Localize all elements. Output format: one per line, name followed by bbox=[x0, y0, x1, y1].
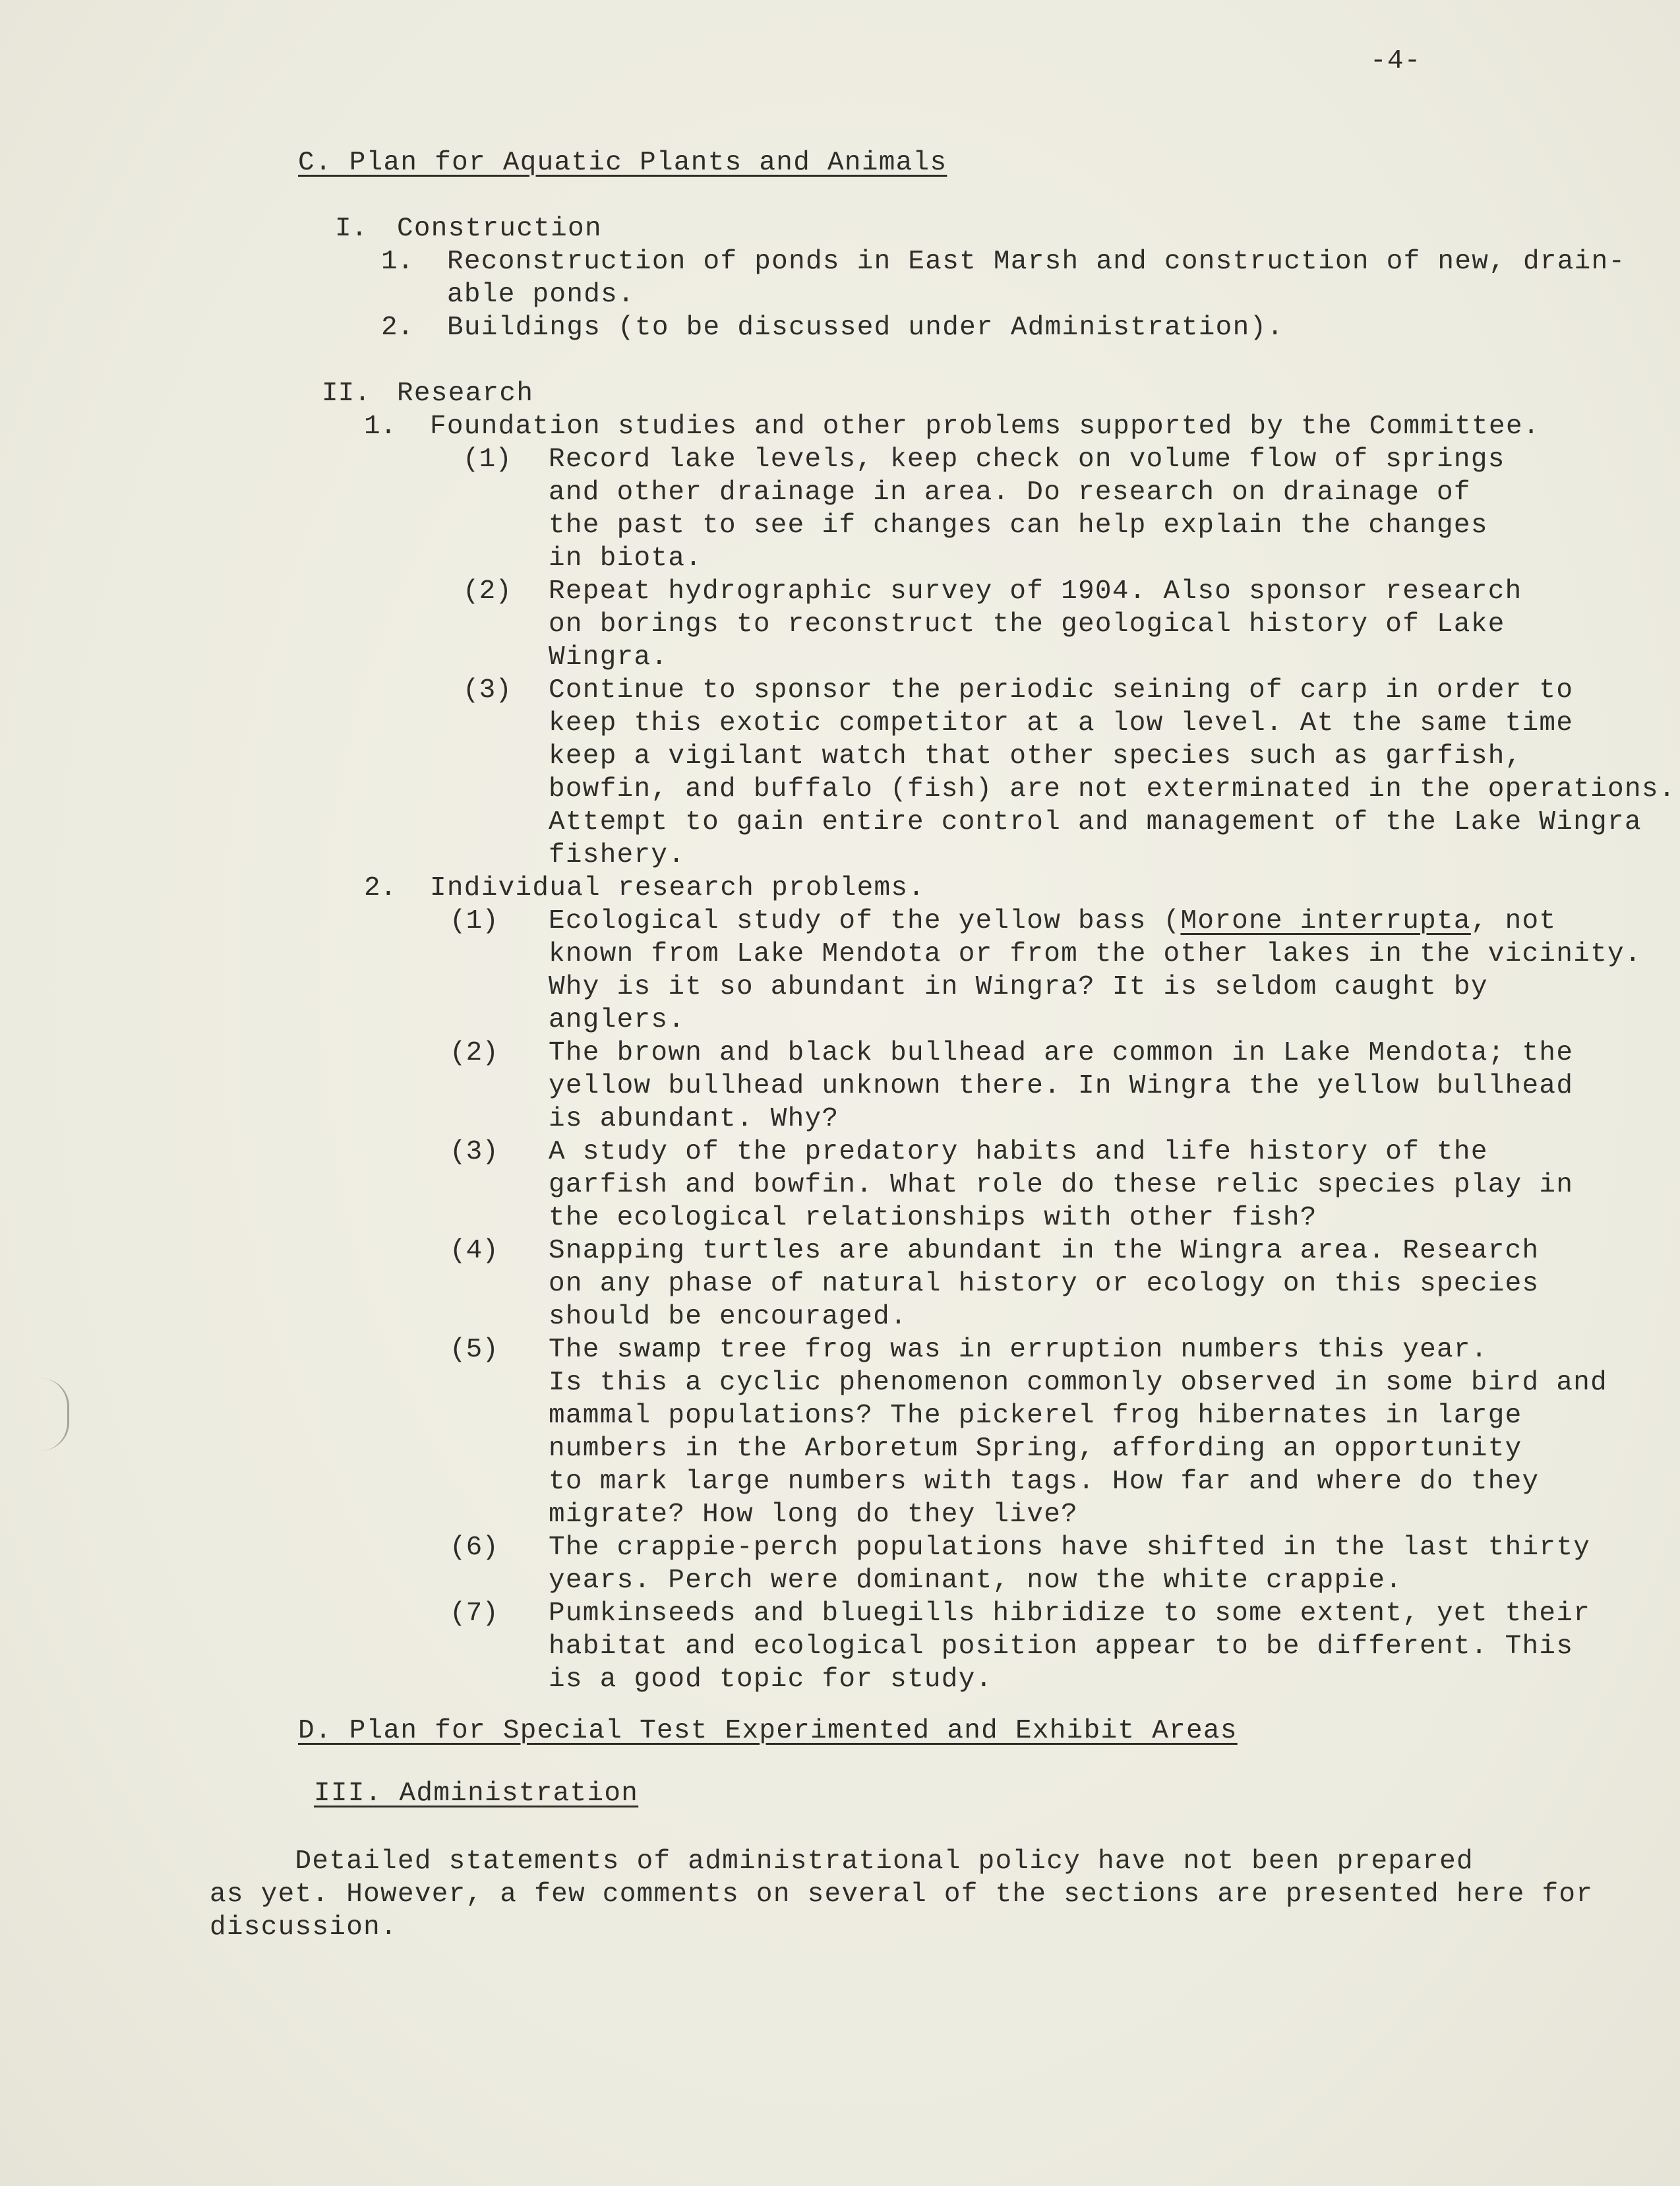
text-run: Ecological study of the yellow bass ( bbox=[549, 906, 1181, 936]
research-item-line bbox=[549, 905, 1556, 938]
research-item-number: (2) bbox=[463, 576, 512, 607]
research-item-line: Attempt to gain entire control and management of the Lake Wingra bbox=[549, 807, 1642, 837]
research-item-number: (5) bbox=[450, 1335, 498, 1365]
research-item-number: (4) bbox=[450, 1236, 498, 1266]
research-item-line: to mark large numbers with tags. How far and where do they bbox=[549, 1467, 1540, 1497]
section-iii-heading: III. Administration bbox=[314, 1778, 639, 1809]
research-item-number: (6) bbox=[450, 1533, 498, 1563]
research-sub2-number: 2. bbox=[364, 873, 397, 903]
research-item-line: The crappie-perch populations have shifted in the last thirty bbox=[549, 1533, 1591, 1563]
research-item-line: The brown and black bullhead are common in Lake Mendota; the bbox=[549, 1038, 1574, 1068]
research-item-line: The swamp tree frog was in erruption numbers this year. bbox=[549, 1335, 1488, 1365]
construction-item-line: Buildings (to be discussed under Administration). bbox=[447, 313, 1284, 343]
administration-paragraph-line: Detailed statements of administrational policy have not been prepared bbox=[210, 1846, 1474, 1877]
research-item-line: Repeat hydrographic survey of 1904. Also sponsor research bbox=[549, 576, 1522, 607]
research-sub1-number: 1. bbox=[364, 411, 397, 442]
research-item-line: known from Lake Mendota or from the other lakes in the vicinity. bbox=[549, 939, 1642, 969]
research-item-line: habitat and ecological position appear to be different. This bbox=[549, 1631, 1574, 1662]
research-item-line: the past to see if changes can help explain the changes bbox=[549, 510, 1488, 541]
research-item-line: the ecological relationships with other fish? bbox=[549, 1203, 1317, 1233]
research-item-line: numbers in the Arboretum Spring, affording an opportunity bbox=[549, 1434, 1522, 1464]
section-d-heading: D. Plan for Special Test Experimented and Exhibit Areas bbox=[298, 1716, 1238, 1746]
administration-paragraph-line: discussion. bbox=[210, 1912, 398, 1943]
research-item-line: anglers. bbox=[549, 1005, 686, 1035]
construction-item-number: 1. bbox=[381, 247, 414, 277]
species-name: Morone interrupta bbox=[1180, 906, 1471, 936]
research-item-number: (1) bbox=[463, 444, 512, 475]
research-item-number: (3) bbox=[450, 1137, 498, 1167]
research-item-line: on any phase of natural history or ecology on this species bbox=[549, 1269, 1540, 1299]
research-item-line: Is this a cyclic phenomenon commonly observed in some bird and bbox=[549, 1368, 1608, 1398]
research-item-line: yellow bullhead unknown there. In Wingra the yellow bullhead bbox=[549, 1071, 1574, 1101]
part-i-numeral: I. bbox=[335, 214, 368, 244]
research-item-number: (1) bbox=[450, 906, 498, 936]
part-ii-title: Research bbox=[397, 379, 534, 409]
research-sub2-title: Individual research problems. bbox=[430, 873, 926, 903]
research-item-line: keep a vigilant watch that other species such as garfish, bbox=[549, 741, 1522, 772]
part-i-title: Construction bbox=[397, 214, 602, 244]
research-item-line: is abundant. Why? bbox=[549, 1104, 839, 1134]
construction-item-number: 2. bbox=[381, 313, 414, 343]
section-c-heading: C. Plan for Aquatic Plants and Animals bbox=[298, 148, 947, 178]
research-item-line: Continue to sponsor the periodic seining of carp in order to bbox=[549, 675, 1574, 706]
research-item-number: (7) bbox=[450, 1598, 498, 1629]
research-item-line: and other drainage in area. Do research on drainage of bbox=[549, 477, 1471, 508]
construction-item-line: Reconstruction of ponds in East Marsh and construction of new, drain- bbox=[447, 247, 1626, 277]
page-number: -4- bbox=[1370, 46, 1422, 76]
research-item-number: (3) bbox=[463, 675, 512, 706]
margin-mark bbox=[41, 1378, 69, 1451]
research-item-number: (2) bbox=[450, 1038, 498, 1068]
research-item-line: Record lake levels, keep check on volume flow of springs bbox=[549, 444, 1505, 475]
research-item-line: in biota. bbox=[549, 543, 703, 574]
research-item-line: is a good topic for study. bbox=[549, 1664, 993, 1695]
research-item-line: years. Perch were dominant, now the white crappie. bbox=[549, 1565, 1403, 1596]
research-sub1-title: Foundation studies and other problems supported by the Committee. bbox=[430, 411, 1540, 442]
research-item-line: migrate? How long do they live? bbox=[549, 1500, 1079, 1530]
research-item-line: mammal populations? The pickerel frog hibernates in large bbox=[549, 1401, 1522, 1431]
research-item-line: should be encouraged. bbox=[549, 1302, 907, 1332]
research-item-line: on borings to reconstruct the geological history of Lake bbox=[549, 609, 1505, 640]
research-item-line: keep this exotic competitor at a low level. At the same time bbox=[549, 708, 1574, 739]
research-item-line: Wingra. bbox=[549, 642, 669, 673]
research-item-line: Pumkinseeds and bluegills hibridize to some extent, yet their bbox=[549, 1598, 1591, 1629]
research-item-line: A study of the predatory habits and life history of the bbox=[549, 1137, 1488, 1167]
research-item-line: bowfin, and buffalo (fish) are not exterminated in the operations. bbox=[549, 774, 1676, 805]
research-item-line: Snapping turtles are abundant in the Wingra area. Research bbox=[549, 1236, 1540, 1266]
construction-item-line: able ponds. bbox=[447, 280, 635, 310]
research-item-line: Why is it so abundant in Wingra? It is seldom caught by bbox=[549, 972, 1488, 1002]
part-ii-numeral: II. bbox=[322, 379, 371, 409]
research-item-line: fishery. bbox=[549, 840, 686, 870]
administration-paragraph-line: as yet. However, a few comments on several of the sections are presented here for bbox=[210, 1879, 1594, 1910]
text-run: , not bbox=[1470, 906, 1557, 936]
research-item-line: garfish and bowfin. What role do these relic species play in bbox=[549, 1170, 1574, 1200]
